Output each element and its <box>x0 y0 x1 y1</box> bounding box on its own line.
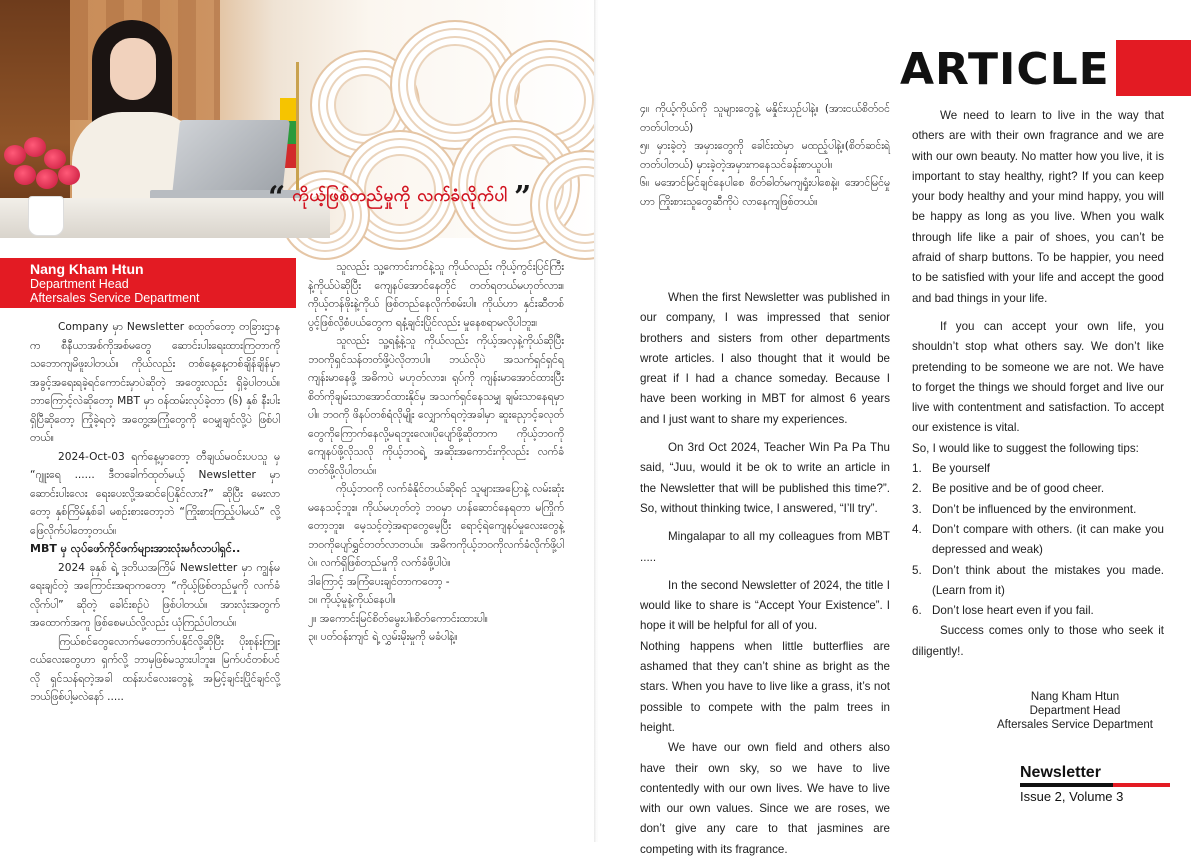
burmese-column-1 <box>30 318 280 707</box>
english-closing: Success comes only to those who seek it diligently!. <box>912 624 1164 658</box>
burmese-paragraph: 2024 ခုနှစ် ရဲ့ ဒုတိယအကြိမ် Newsletter မှာ ကျွန်မရေးချင်တဲ့ အကြောင်းအရာကတော့ “ကိုယ့်ဖြစ်တည်မှုကို လက်ခံလိုက်ပါ” ဆိုတဲ့ ခေါင်းစဉ်ပဲ ဖြစ်ပါတယ်။ အားလုံးအတွက် အထောက်အကူ ဖြစ်စေမယ်လို့လည်း ယုံကြည်ပါတယ်။ <box>30 561 280 629</box>
burmese-list-item: ၅။ မှားခဲ့တဲ့ အမှားတွေကို ခေါင်းထဲမှာ မထည့်ပါနဲ့။(စိတ်ဆင်းရဲတတ်ပါတယ်) မှားခဲ့တဲ့အမှားကနေသင်ခန်းစာယူပါ။ <box>640 140 890 171</box>
english-paragraph: On 3rd Oct 2024, Teacher Win Pa Pa Thu said, “Juu, would it be ok to write an article in the Newsletter that will be published this time?”. So, without thinking twice, I answered, “I’ll try”. <box>640 441 890 515</box>
quote-open-mark: “ <box>268 180 286 215</box>
english-column-1 <box>640 288 890 860</box>
signature-name: Nang Kham Htun <box>1030 691 1120 703</box>
list-item: 1. Be yourself <box>912 462 990 476</box>
english-paragraph: So, I would like to suggest the following tips: <box>912 441 1139 455</box>
article-burmese-title <box>268 180 578 220</box>
tips-list <box>912 459 1164 621</box>
left-page <box>0 0 596 842</box>
burmese-list-item: ၃။ ပတ်ဝန်းကျင် ရဲ့ လွှမ်းမိုးမှုကို မခံပါနဲ့။ <box>308 631 458 643</box>
burmese-paragraph: 2024-Oct-03 ရက်နေ့မှာတော့ တီချယ်မဝင်းပပသူ မှ “ဂျူးရေ ...... ဒီတခေါက်ထုတ်မယ့် Newsletter မှာ ဆောင်းပါးလေး ရေးပေးလို့အဆင်ပြေနိုင်လား?” ဆိုပြီး မေးလာတော့ နှစ်ကြိမ်နှစ်ခါ မစဉ်းစားတော့ဘဲ “ကြိုးစားကြည့်ပါမယ်” လို့ ဖြေလိုက်ပါတော့တယ်။ <box>30 450 280 537</box>
burmese-list-item: ၂။ အကောင်းမြင်စိတ်မွေးပါ။စိတ်ကောင်းထားပါ။ <box>308 612 488 625</box>
english-paragraph: We have our own field and others also have their own sky, so we have to live contentedly with our own lives. We have to live with our own values. Since we are roses, we don’t give any care to that jasmines are competing with its fragrance. <box>640 741 890 856</box>
burmese-list-item: ၆။ မအောင်မြင်ချင်နေပါစေ စိတ်ဓါတ်မကျရှုံးပါစေနဲ့။ အောင်မြင်မှုဟာ ကြိုးစားသူတွေဆီကိုပဲ လာနေကျဖြစ်တယ်။ <box>640 177 890 208</box>
burmese-list-item: ၁။ ကိုယ့်မူနဲ့ကိုယ်နေပါ။ <box>308 594 396 606</box>
author-department: Aftersales Service Department <box>30 291 200 305</box>
red-roses-image <box>0 135 82 205</box>
issue-label: Issue 2, Volume 3 <box>1020 789 1124 804</box>
hero-photo <box>0 0 596 238</box>
burmese-paragraph: Company မှာ Newsletter စထုတ်တော့ တခြားဌာနက စီနီယာအစ်ကိုအစ်မတွေ ဆောင်းပါးရေးထားကြတာကို သဘောကျမိဖူးပါတယ်။ ကိုယ်လည်း တစ်နေ့နေ့တစ်ချိန်ချိန်မှာ အခွင့်အရေးရခဲ့ရင်ကောင်းမှာပဲဆိုတဲ့ အတွေးလည်း ရှိခဲ့ပါတယ်။ ဘာကြောင့်လဲဆိုတော့ MBT မှာ ဝန်ထမ်းလုပ်ခဲ့တာ (၆) နှစ် နီးပါးရှိပြီဆိုတော့ ကြုံခဲ့ရတဲ့ အတွေ့အကြုံတွေကို ဝေမျှချင်လို့ပဲ ဖြစ်ပါတယ်။ <box>30 321 280 444</box>
list-item: 6. Don’t lose heart even if you fail. <box>912 604 1094 618</box>
article-heading: ARTICLE <box>900 44 1110 95</box>
burmese-paragraph: ကြယ်စင်တွေလောက်မတောက်ပနိုင်လို့ဆိုပြီး ပိုးစုန်းကြူးငယ်လေးတွေဟာ ရှက်လို့ ဘာမှဖြစ်မသွားပါဘူး။ မြက်ပင်တစ်ပင်လို ရှင်သန်ရတဲ့အခါ ထန်းပင်လေးတွေနဲ့ အမြင့်ချင်းပြိုင်ချင်လို့ ဘယ်ဖြစ်ပါ့မလဲနော် ..... <box>30 635 280 703</box>
list-item: 3. Don’t be influenced by the environment. <box>912 502 1137 516</box>
burmese-subheading: MBT မှ လုပ်ဖော်ကိုင်ဖက်များအားလုံးမင်္ဂလာပါရှင်.. <box>30 542 241 555</box>
author-banner <box>0 258 296 308</box>
burmese-column-3 <box>640 100 890 211</box>
newsletter-label: Newsletter <box>1020 764 1101 781</box>
burmese-list-item: ၄။ ကိုယ့်ကိုယ်ကို သူများတွေနဲ့ မနှိုင်းယှဉ်ပါနဲ့။ (အားငယ်စိတ်ဝင်တတ်ပါတယ်) <box>640 103 890 134</box>
burmese-paragraph: ဒါကြောင့် အကြံပေးချင်တာကတော့ - <box>308 575 450 588</box>
burmese-column-2 <box>308 258 564 647</box>
signature-role: Department Head <box>1029 705 1121 717</box>
burmese-paragraph: သူလည်း သူ့ကောင်းကင်နဲ့သူ ကိုယ်လည်း ကိုယ့်ကွင်းပြင်ကြီးနဲ့ကိုယ်ပဲဆိုပြီး ကျေနပ်အောင်နေတိုင် တတ်ရတယ်မဟုတ်လား။ ကိုယ့်တန်ဖိုးနဲ့ကိုယ် ဖြစ်တည်နေလိုက်စမ်းပါ။ ကိုယ်ဟာ နှင်းဆီတစ်ပွင့်ဖြစ်လို့စံပယ်တွေက ရနံ့ချင်းပြိုင်လည်း မှုနေစရာမလိုပါဘူး။ <box>308 261 564 329</box>
author-name: Nang Kham Htun <box>30 261 144 277</box>
list-item: 5. Don’t think about the mistakes you made. (Learn from it) <box>912 563 1164 597</box>
english-paragraph: Nothing happens when little butterflies are ashamed that they can’t shine as bright as the stars. When you have to live like a grass, it’s not possible to compete with the palm trees in height. <box>640 639 890 734</box>
list-item: 4. Don’t compare with others. (it can make you depressed and weak) <box>912 522 1164 557</box>
english-column-2 <box>912 106 1164 662</box>
signature-department: Aftersales Service Department <box>997 719 1153 731</box>
article-burmese-title-text: ကိုယ့်ဖြစ်တည်မှုကို လက်ခံလိုက်ပါ <box>292 186 508 206</box>
quote-close-mark: ” <box>513 180 532 215</box>
woman-photo-face <box>110 38 156 100</box>
newsletter-rule <box>1020 783 1170 787</box>
english-paragraph: If you can accept your own life, you shouldn’t stop what others say. We don’t like pretending to be someone we are not. We have to forget the things we should forget and live our live with contentment and satisfaction. To accept our existence is vital. <box>912 319 1164 435</box>
article-accent-block <box>1116 40 1191 96</box>
english-paragraph: In the second Newsletter of 2024, the title I would like to share is “Accept Your Existence”. I hope it will be helpful for all of you. <box>640 578 890 633</box>
list-item: 2. Be positive and be of good cheer. <box>912 482 1105 496</box>
burmese-paragraph: ကိုယ့်ဘဝကို လက်ခံနိုင်တယ်ဆိုရင် သူများအပြောနဲ့ လမ်းဆုံးမနေသင့်ဘူး။ ကိုယ်မဟုတ်တဲ့ ဘဝမှာ ဟန်ဆောင်နေရတာ မကြိုက်တော့ဘူး။ မေ့သင့်တဲ့အရာတွေမေ့ပြီး ရောင့်ရဲကျေနပ်မှုလေးတွေနဲ့ ဘဝကိုပျော်ရွှင်တတ်လာတယ်။ အဓိကကိုယ့်ဘဝကိုလက်ခံလိုက်ဖို့ပါပဲ။ လက်ရှိဖြစ်တည်မှုကို လက်ခံဖို့ပါပဲ။ <box>308 483 564 569</box>
english-paragraph: Mingalapar to all my colleagues from MBT ..... <box>640 530 890 564</box>
burmese-paragraph: သူလည်း သူ့ရနံ့နဲ့သူ ကိုယ်လည်း ကိုယ့်အလှနဲ့ကိုယ်ဆိုပြီး ဘဝကိုရှင်သန်တတ်ဖို့ပဲလိုတာပါ။ ဘယ်လိုပဲ အသက်ရှင်ရှင်ရကျန်းမာနေဖို့ အဓိကပဲ မဟုတ်လား။ ရုပ်ကို ကျန်းမာအောင်ထားပြီး စိတ်ကိုချမ်းသာအောင်ထားနိုင်မှ အသက်ရှင်နေသမျှ ချမ်းသာနေရမှာပါ။ ဘဝကို ဖိနပ်တစ်ရံလိုမျိုး လျှောက်ရတဲ့အခါမှာ ဆူးညှောင့်ခလုတ်တွေကိုကြောက်နေလို့မရဘူးလေ။ပိုပျော်ဖို့ဆိုတာက ကိုယ့်ဘဝကို ကျေနပ်ဖို့လိုသလို ကိုယ့်ဘဝရဲ့ အဆိုးအကောင်းကိုလည်း လက်ခံတတ်ဖို့လိုပါတယ်။ <box>308 335 564 477</box>
vase <box>28 196 64 236</box>
english-paragraph: When the first Newsletter was published in our company, I was impressed that senior brothers and sisters from other departments wrote articles. I also thought that it would be great if I had a chance someday. Because I have been working in MBT for almost 6 years and I just want to share my experiences. <box>640 291 890 426</box>
author-signature <box>990 690 1160 732</box>
author-role: Department Head <box>30 277 129 291</box>
english-paragraph: We need to learn to live in the way that others are with their own fragrance and we are with our own beauty. No matter how you live, it is important to stay healthy, right? If you can keep your body healthy and your mind happy, you will be happy as long as you live. When you walk through life like a pair of shoes, you can’t be afraid of sharp buttons. To be happier, you need to be satisfied with your life and accept the good and bad things in your life. <box>912 109 1164 305</box>
